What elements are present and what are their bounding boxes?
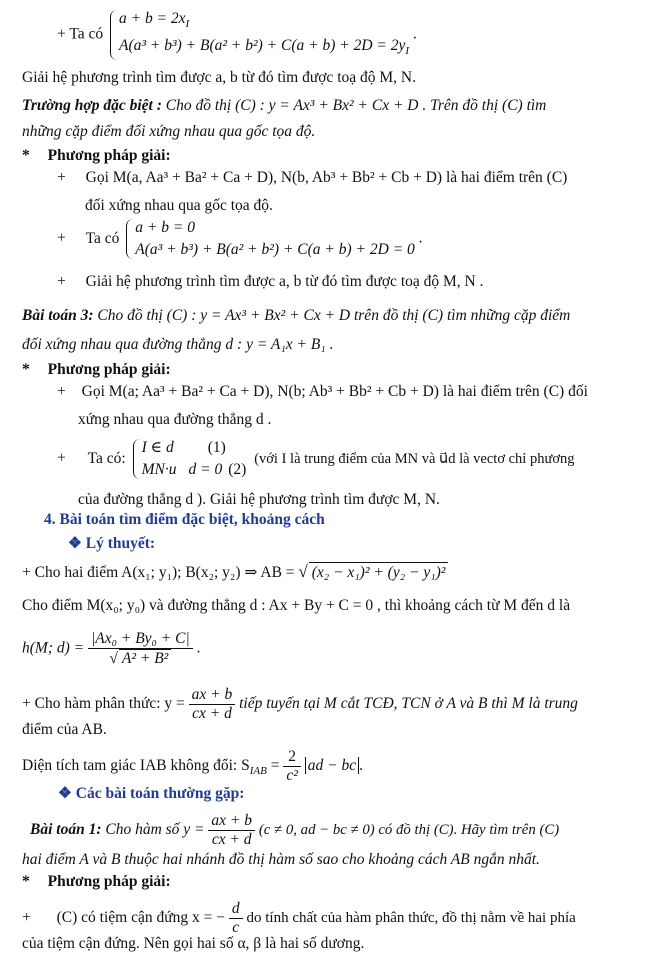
heading: Trường hợp đặc biệt : <box>22 97 162 114</box>
fraction <box>208 812 255 849</box>
system-line-3 <box>57 437 575 481</box>
section-heading: 4. Bài toán tìm điểm đặc biệt, khoảng cách <box>44 511 325 528</box>
text: Gọi M(a; Aa³ + Ba² + Ca + D), N(b; Ab³ + Bb² + Cb + D) là hai điểm trên (C) đối <box>81 383 588 400</box>
numerator: d <box>229 900 243 919</box>
problem-3-line <box>22 306 570 326</box>
text: do tính chất của hàm phân thức, đồ thị nằm về hai phía <box>246 910 576 927</box>
denominator: cx + d <box>211 831 252 848</box>
text: h(M; d) = <box>22 639 85 657</box>
equation-system <box>123 217 415 261</box>
paragraph: đối xứng nhau qua đường thẳng d : y = A₁x + B₁ . <box>22 336 334 353</box>
equation-row: MN·u⃗d = 0 (2) <box>141 461 247 478</box>
text: + Ta có <box>57 25 104 43</box>
heading: Bài toán 3: <box>22 307 94 324</box>
bullet: + <box>22 909 31 927</box>
text: + Cho hai điểm A(x₁; y₁); B(x₂; y₂) ⇒ AB = <box>22 564 295 581</box>
heading: Bài toán 1: <box>30 821 102 839</box>
bullet: + <box>57 229 66 247</box>
text: . <box>196 639 201 657</box>
text: (với I là trung điểm của MN và u⃗d là vectơ chỉ phương <box>254 450 575 467</box>
paragraph: hai điểm A và B thuộc hai nhánh đồ thị hàm số sao cho khoảng cách AB ngắn nhất. <box>22 851 540 868</box>
system-line-2 <box>57 217 423 261</box>
text: (c ≠ 0, ad − bc ≠ 0) có đồ thị (C). Hãy tìm trên (C) <box>258 822 560 839</box>
equation-row: a + b = 0 <box>135 219 195 236</box>
text: Cho đồ thị (C) : y = Ax³ + Bx² + Cx + D . Trên đồ thị (C) tìm <box>161 97 547 114</box>
method-heading <box>22 360 171 380</box>
text: (C) có tiệm cận đứng x = − <box>56 909 225 927</box>
text: tiếp tuyến tại M cắt TCĐ, TCN ở A và B thì M là trung <box>239 695 578 713</box>
bullet: * <box>22 361 30 378</box>
subscript: IAB <box>249 765 267 778</box>
paragraph: Giải hệ phương trình tìm được a, b từ đó tìm được toạ độ M, N. <box>22 69 416 86</box>
paragraph: xứng nhau qua đường thẳng d . <box>78 411 272 428</box>
bullet: + <box>57 169 66 186</box>
denominator: cx + d <box>192 705 232 722</box>
text: Diện tích tam giác IAB không đổi: S <box>22 757 250 775</box>
asymptote-line <box>22 900 576 937</box>
text: . <box>359 757 363 775</box>
list-item <box>57 382 588 402</box>
paragraph: đối xứng nhau qua gốc tọa độ. <box>85 197 273 214</box>
bullet: + <box>57 383 66 400</box>
fraction <box>229 900 243 937</box>
bullet: + <box>57 273 66 290</box>
equation-system <box>107 8 409 62</box>
bullet: + <box>57 449 66 467</box>
numerator: |Ax₀ + By₀ + C| <box>88 630 193 649</box>
method-heading <box>22 146 171 166</box>
paragraph: của tiệm cận đứng. Nên gọi hai số α, β là hai số dương. <box>22 935 365 952</box>
point-line-distance-formula <box>22 630 201 668</box>
numerator: ax + b <box>208 812 255 831</box>
list-item <box>57 168 567 188</box>
text: Phương pháp giải: <box>47 361 171 378</box>
text: . <box>412 25 417 43</box>
paragraph: những cặp điểm đối xứng nhau qua gốc tọa độ. <box>22 123 316 140</box>
numerator: 2 <box>283 748 301 767</box>
subsection-heading: ❖ Lý thuyết: <box>68 535 156 552</box>
text: Cho hàm số y = <box>101 821 205 839</box>
subsection-heading: ❖ Các bài toán thường gặp: <box>58 785 245 802</box>
list-item <box>57 272 483 292</box>
equation-row: I ∈ d (1) <box>141 439 226 456</box>
rational-function-line <box>22 686 578 723</box>
denominator: c² <box>286 767 298 784</box>
paragraph: Cho điểm M(x₀; y₀) và đường thẳng d : Ax + By + C = 0 , thì khoảng cách từ M đến d là <box>22 597 571 614</box>
denominator: √ A² + B² <box>88 649 193 668</box>
paragraph: điểm của AB. <box>22 721 107 738</box>
denominator: c <box>232 919 240 936</box>
area-formula-line <box>22 748 363 785</box>
numerator: ax + b <box>189 686 236 705</box>
text: + Cho hàm phân thức: y = <box>22 695 185 713</box>
text: Gọi M(a, Aa³ + Ba² + Ca + D), N(b, Ab³ + Bb² + Cb + D) là hai điểm trên (C) <box>85 169 568 186</box>
text: Ta có <box>85 229 120 247</box>
text: = <box>270 757 280 775</box>
text: Phương pháp giải: <box>47 147 171 164</box>
radicand: (x₂ − x₁)² + (y₂ − y₁)² <box>309 562 449 583</box>
equation-row: A(a³ + b³) + B(a² + b²) + C(a + b) + 2D = 0 <box>135 241 415 258</box>
absolute-value: ad − bc <box>305 757 359 774</box>
text: Giải hệ phương trình tìm được a, b từ đó tìm được toạ độ M, N . <box>85 273 484 290</box>
distance-formula-line: + Cho hai điểm A(x₁; y₁); B(x₂; y₂) ⇒ AB = √ (x₂ − x₁)² + (y₂ − y₁)² <box>22 562 448 583</box>
text: . <box>418 229 423 247</box>
bullet: * <box>22 873 30 890</box>
fraction <box>189 686 236 723</box>
system-line-1 <box>57 8 417 62</box>
text: Ta có: <box>87 449 126 467</box>
fraction <box>283 748 301 785</box>
special-case-line <box>22 96 546 116</box>
equation-row: $A(a^3 + b^3) + B(a^2 + b^2) + C(a + b) + 2D = 2y_I$ <box>118 37 410 58</box>
text: Phương pháp giải: <box>47 873 171 890</box>
equation-row: $a + b = 2x_I$ <box>118 10 190 31</box>
problem-1-line <box>30 812 559 849</box>
bullet: * <box>22 147 30 164</box>
fraction <box>88 630 193 668</box>
equation-system <box>130 437 247 481</box>
paragraph: của đường thẳng d ). Giải hệ phương trình tìm được M, N. <box>78 491 440 508</box>
method-heading <box>22 872 171 892</box>
text: Cho đồ thị (C) : y = Ax³ + Bx² + Cx + D trên đồ thị (C) tìm những cặp điểm <box>93 307 571 324</box>
